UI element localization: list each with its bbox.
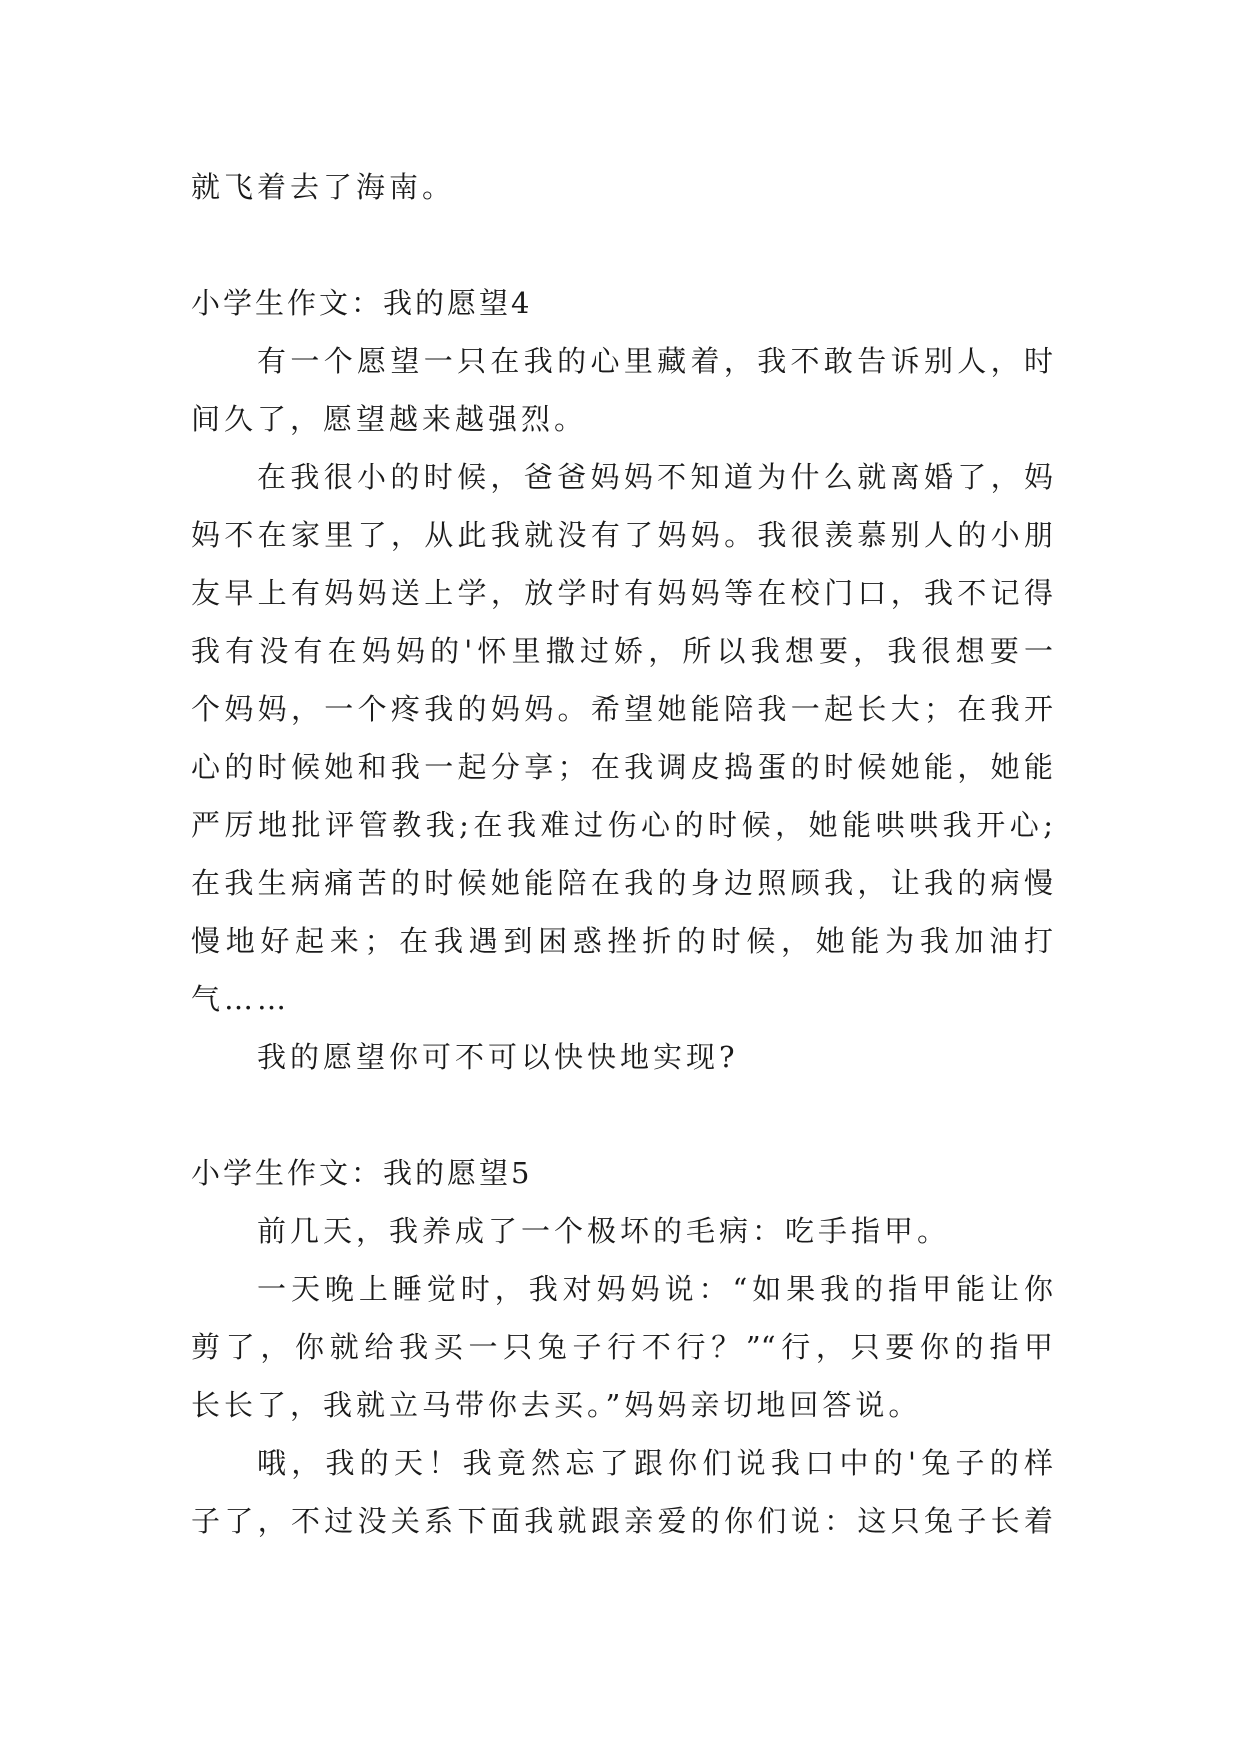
paragraph-line: 子了，不过没关系下面我就跟亲爱的你们说：这只兔子长着 — [191, 1504, 1053, 1538]
section-heading-4: 小学生作文：我的愿望4 — [191, 286, 533, 320]
paragraph-line: 友早上有妈妈送上学，放学时有妈妈等在校门口，我不记得 — [191, 576, 1053, 610]
document-body — [191, 158, 1053, 1550]
paragraph-line: 严厉地批评管教我;在我难过伤心的时候，她能哄哄我开心; — [191, 808, 1053, 842]
paragraph-line: 在我很小的时候，爸爸妈妈不知道为什么就离婚了，妈 — [257, 460, 1053, 494]
paragraph-line: 长长了，我就立马带你去买。”妈妈亲切地回答说。 — [191, 1388, 922, 1422]
paragraph-line: 慢地好起来；在我遇到困惑挫折的时候，她能为我加油打 — [191, 924, 1053, 958]
paragraph-line: 剪了，你就给我买一只兔子行不行？”“行，只要你的指甲 — [191, 1330, 1053, 1364]
paragraph-line: 就飞着去了海南。 — [191, 170, 456, 204]
paragraph-line: 心的时候她和我一起分享；在我调皮捣蛋的时候她能，她能 — [191, 750, 1053, 784]
paragraph-line: 我的愿望你可不可以快快地实现? — [257, 1040, 739, 1074]
paragraph-line: 我有没有在妈妈的'怀里撒过娇，所以我想要，我很想要一 — [191, 634, 1053, 668]
paragraph-line: 气…… — [191, 982, 291, 1016]
paragraph-gap — [191, 216, 1053, 274]
paragraph-line: 间久了，愿望越来越强烈。 — [191, 402, 588, 436]
paragraph-line: 哦，我的天！我竟然忘了跟你们说我口中的'兔子的样 — [257, 1446, 1053, 1480]
paragraph-line: 一天晚上睡觉时，我对妈妈说：“如果我的指甲能让你 — [257, 1272, 1053, 1306]
paragraph-line: 在我生病痛苦的时候她能陪在我的身边照顾我，让我的病慢 — [191, 866, 1053, 900]
paragraph-line: 前几天，我养成了一个极坏的毛病：吃手指甲。 — [257, 1214, 951, 1248]
paragraph-line: 个妈妈，一个疼我的妈妈。希望她能陪我一起长大；在我开 — [191, 692, 1053, 726]
paragraph-line: 妈不在家里了，从此我就没有了妈妈。我很羡慕别人的小朋 — [191, 518, 1053, 552]
paragraph-gap — [191, 1086, 1053, 1144]
section-heading-5: 小学生作文：我的愿望5 — [191, 1156, 533, 1190]
paragraph-line: 有一个愿望一只在我的心里藏着，我不敢告诉别人，时 — [257, 344, 1053, 378]
